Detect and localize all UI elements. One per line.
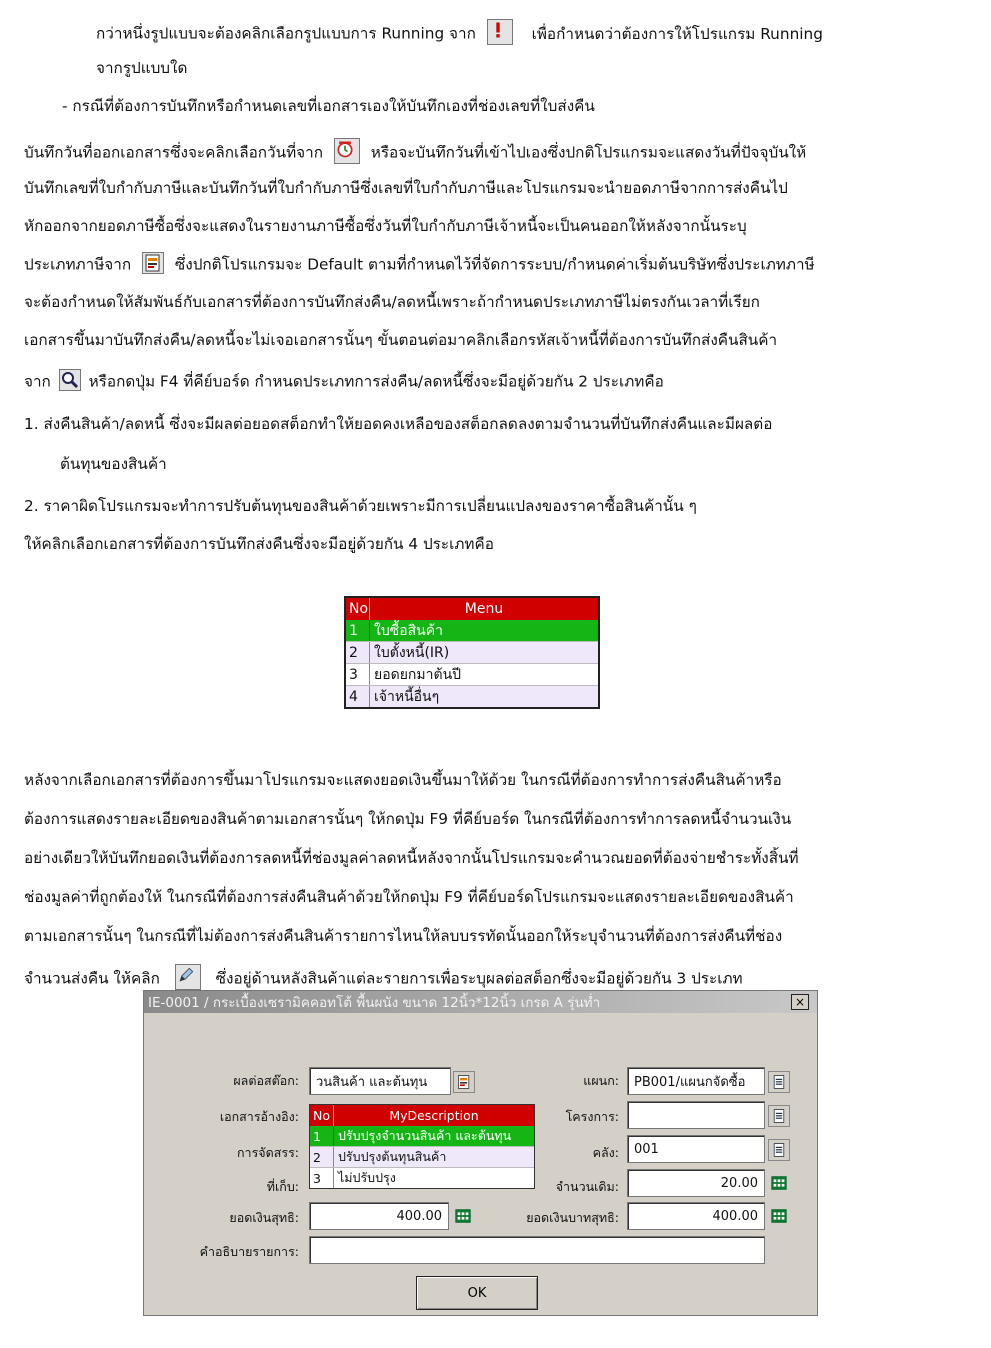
dropdown-item-no: 1 <box>310 1126 334 1146</box>
menu-item-label: ใบตั้งหนี้(IR) <box>374 644 450 661</box>
paragraph-line <box>24 330 777 350</box>
document-select-icon <box>142 252 164 274</box>
document-icon <box>771 1108 787 1124</box>
document-icon <box>771 1142 787 1158</box>
text-run: จะต้องกำหนดให้สัมพันธ์กับเอกสารที่ต้องการบันทึกส่งคืน/ลดหนี้เพราะถ้ากำหนดประเภทภาษีไม่ตรงกันเวลาที่เรียก <box>24 293 760 311</box>
paragraph-line <box>24 926 782 946</box>
menu-item-label: เจ้าหนี้อื่นๆ <box>374 688 440 705</box>
document-select-icon <box>456 1074 472 1090</box>
text-run: ช่องมูลค่าที่ถูกต้องให้ ในกรณีที่ต้องการส่งคืนสินค้าด้วยให้กดปุ่ม F9 ที่คีย์บอร์ดโปรแกรมจะแสดงรายละเอียดของสินค้า <box>24 888 794 906</box>
text-run: - กรณีที่ต้องการบันทึกหรือกำหนดเลขที่เอกสารเองให้บันทึกเองที่ช่องเลขที่ใบส่งคืน <box>62 97 595 115</box>
text-run: 1. ส่งคืนสินค้า/ลดหนี้ ซึ่งจะมีผลต่อยอดสต็อกทำให้ยอดคงเหลือของสต็อกลดลงตามจำนวนที่บันทึกส่งคืนและมีผลต่อ <box>24 415 773 433</box>
stock-effect-dialog <box>143 990 818 1316</box>
dropdown-col-no: No <box>310 1105 334 1126</box>
orig-qty-calculator-button[interactable] <box>768 1172 790 1194</box>
text-run: กว่าหนึ่งรูปแบบจะต้องคลิกเลือกรูปแบบการ Running จาก <box>96 24 476 43</box>
text-run: ประเภทภาษีจาก <box>24 255 132 274</box>
document-icon <box>771 1074 787 1090</box>
menu-item-no: 1 <box>346 620 370 641</box>
net-amount-field[interactable]: 400.00 <box>309 1202 449 1230</box>
stock-effect-label: ผลต่อสต๊อก: <box>233 1073 299 1088</box>
close-button[interactable]: × <box>791 994 809 1010</box>
text-run: ตามเอกสารนั้นๆ ในกรณีที่ไม่ต้องการส่งคืนสินค้ารายการไหนให้ลบบรรทัดนั้นออกให้ระบุจำนวนที่ต้องการส่งคืนที่ช่อง <box>24 927 783 945</box>
dropdown-item-label: ปรับปรุงต้นทุนสินค้า <box>338 1149 447 1164</box>
stock-effect-select-button[interactable] <box>453 1071 475 1093</box>
paragraph-line <box>24 371 664 393</box>
menu-item-no: 2 <box>346 642 370 663</box>
paragraph-line <box>96 58 187 78</box>
ok-button[interactable]: OK <box>416 1276 538 1310</box>
text-run: หลังจากเลือกเอกสารที่ต้องการขึ้นมาโปรแกรมจะแสดงยอดเงินขึ้นมาให้ด้วย ในกรณีที่ต้องการทำการส่งคืนสินค้าหรือ <box>24 771 782 789</box>
warehouse-select-button[interactable] <box>768 1139 790 1161</box>
net-amount-calculator-button[interactable] <box>452 1205 474 1227</box>
paragraph-line <box>24 414 772 434</box>
warehouse-label: คลัง: <box>592 1145 619 1160</box>
net-baht-field[interactable]: 400.00 <box>627 1202 765 1230</box>
project-select-button[interactable] <box>768 1105 790 1127</box>
text-run: บันทึกเลขที่ใบกำกับภาษีและบันทึกวันที่ใบกำกับภาษีซึ่งเลขที่ใบกำกับภาษีและโปรแกรมจะนำยอดภาษีจากการส่งคืนไป <box>24 179 788 197</box>
magnifier-icon <box>59 369 81 391</box>
text-run: หรือกดปุ่ม F4 ที่คีย์บอร์ด กำหนดประเภทการส่งคืน/ลดหนี้ซึ่งจะมีอยู่ด้วยกัน 2 ประเภทคือ <box>88 372 664 391</box>
calculator-icon <box>770 1207 788 1225</box>
dialog-title: IE-0001 / กระเบื้องเซรามิคคอทโต้ พื้นผนัง ขนาด 12นิ้ว*12นิ้ว เกรด A รุ่นท่ำ <box>148 995 601 1011</box>
text-run: 2. ราคาผิดโปรแกรมจะทำการปรับต้นทุนของสินค้าด้วยเพราะมีการเปลี่ยนแปลงของราคาซื้อสินค้านั้น ๆ <box>24 497 697 515</box>
paragraph-line <box>24 140 806 166</box>
text-run: จากรูปแบบใด <box>96 59 188 77</box>
dropdown-item-adjust-cost[interactable] <box>310 1146 534 1167</box>
pencil-icon <box>175 964 201 990</box>
menu-item-other-creditor[interactable] <box>346 685 598 707</box>
paragraph-line <box>24 966 743 992</box>
project-label: โครงการ: <box>565 1109 619 1124</box>
menu-item-label: ยอดยกมาต้นปี <box>374 666 462 683</box>
ref-doc-label: เอกสารอ้างอิง: <box>219 1109 299 1124</box>
text-run: ต้นทุนของสินค้า <box>60 455 167 473</box>
department-select-button[interactable] <box>768 1071 790 1093</box>
text-run: หักออกจากยอดภาษีซื้อซึ่งจะแสดงในรายงานภาษีซื้อซึ่งวันที่ใบกำกับภาษีเจ้าหนี้จะเป็นคนออกให้หลังจากนั้นระบุ <box>24 217 747 235</box>
text-run: จำนวนส่งคืน ให้คลิก <box>24 969 160 988</box>
text-run: เอกสารขึ้นมาบันทึกส่งคืน/ลดหนี้จะไม่เจอเอกสารนั้นๆ ขั้นตอนต่อมาคลิกเลือกรหัสเจ้าหนี้ที่ต้องการบันทึกส่งคืนสินค้า <box>24 331 778 349</box>
paragraph-line <box>24 254 815 276</box>
paragraph-line <box>24 496 697 516</box>
text-run: ให้คลิกเลือกเอกสารที่ต้องการบันทึกส่งคืนซึ่งจะมีอยู่ด้วยกัน 4 ประเภทคือ <box>24 535 494 553</box>
project-field[interactable] <box>627 1101 765 1129</box>
calendar-clock-icon <box>334 138 360 164</box>
menu-item-purchase-invoice[interactable] <box>346 620 598 641</box>
paragraph-line <box>24 848 799 868</box>
dropdown-item-adjust-qty-cost[interactable] <box>310 1126 534 1146</box>
paragraph-line <box>60 454 167 474</box>
dropdown-item-label: ไม่ปรับปรุง <box>338 1170 396 1185</box>
dropdown-col-desc: MyDescription <box>389 1108 479 1123</box>
stock-effect-dropdown <box>309 1104 535 1189</box>
text-run: หรือจะบันทึกวันที่เข้าไปเองซึ่งปกติโปรแกรมจะแสดงวันที่ปัจจุบันให้ <box>370 143 807 162</box>
allocation-label: การจัดสรร: <box>236 1145 299 1160</box>
text-run: เพื่อกำหนดว่าต้องการให้โปรแกรม Running <box>531 24 823 43</box>
paragraph-line <box>96 21 823 47</box>
text-run: อย่างเดียวให้บันทึกยอดเงินที่ต้องการลดหนี้ที่ช่องมูลค่าลดหนี้หลังจากนั้นโปรแกรมจะคำนวณยอดที่ต้องจ่ายชำระทั้งสิ้นที่ <box>24 849 799 867</box>
text-run: บันทึกวันที่ออกเอกสารซึ่งจะคลิกเลือกวันที่จาก <box>24 143 323 162</box>
text-run: ต้องการแสดงรายละเอียดของสินค้าตามเอกสารนั้นๆ ให้กดปุ่ม F9 ที่คีย์บอร์ด ในกรณีที่ต้องการทำการลดหนี้จำนวนเงิน <box>24 810 792 828</box>
storage-label: ที่เก็บ: <box>266 1179 299 1194</box>
stock-effect-field[interactable]: วนสินค้า และต้นทุน <box>309 1067 451 1095</box>
paragraph-line <box>24 216 747 236</box>
menu-header <box>346 598 598 620</box>
menu-item-ir[interactable] <box>346 641 598 663</box>
paragraph-line <box>62 96 595 116</box>
text-run: จาก <box>24 372 51 391</box>
exclamation-icon <box>487 19 513 45</box>
net-baht-calculator-button[interactable] <box>768 1205 790 1227</box>
menu-item-no: 3 <box>346 664 370 685</box>
dropdown-item-no: 2 <box>310 1147 334 1167</box>
paragraph-line <box>24 178 788 198</box>
paragraph-line <box>24 292 760 312</box>
paragraph-line <box>24 534 494 554</box>
menu-item-opening-balance[interactable] <box>346 663 598 685</box>
paragraph-line <box>24 809 791 829</box>
dropdown-item-no: 3 <box>310 1168 334 1188</box>
dialog-title-bar <box>144 991 817 1013</box>
net-baht-label: ยอดเงินบาทสุทธิ: <box>526 1210 619 1225</box>
dropdown-item-no-adjust[interactable] <box>310 1167 534 1188</box>
net-amount-label: ยอดเงินสุทธิ: <box>229 1210 299 1225</box>
dropdown-header <box>310 1105 534 1126</box>
department-label: แผนก: <box>583 1073 619 1088</box>
text-run: ซึ่งปกติโปรแกรมจะ Default ตามที่กำหนดไว้ที่จัดการระบบ/กำหนดค่าเริ่มต้นบริษัทซึ่งประเภทภาษี <box>174 255 815 274</box>
text-run: ซึ่งอยู่ด้านหลังสินค้าแต่ละรายการเพื่อระบุผลต่อสต็อกซึ่งจะมีอยู่ด้วยกัน 3 ประเภท <box>215 969 743 988</box>
paragraph-line <box>24 770 782 790</box>
description-field[interactable] <box>309 1236 765 1264</box>
menu-col-no: No <box>346 598 370 620</box>
dropdown-item-label: ปรับปรุงจำนวนสินค้า และต้นทุน <box>338 1128 512 1143</box>
orig-qty-label: จำนวนเดิม: <box>555 1179 619 1194</box>
menu-item-no: 4 <box>346 686 370 707</box>
paragraph-line <box>24 887 794 907</box>
orig-qty-field[interactable]: 20.00 <box>627 1169 765 1197</box>
calculator-icon <box>770 1174 788 1192</box>
document-type-menu <box>344 596 600 709</box>
calculator-icon <box>454 1207 472 1225</box>
department-field[interactable]: PB001/แผนกจัดซื้อ <box>627 1067 765 1095</box>
menu-col-menu: Menu <box>464 601 504 617</box>
warehouse-field[interactable]: 001 <box>627 1135 765 1163</box>
description-label: คำอธิบายรายการ: <box>199 1244 299 1259</box>
menu-item-label: ใบซื้อสินค้า <box>374 622 443 639</box>
